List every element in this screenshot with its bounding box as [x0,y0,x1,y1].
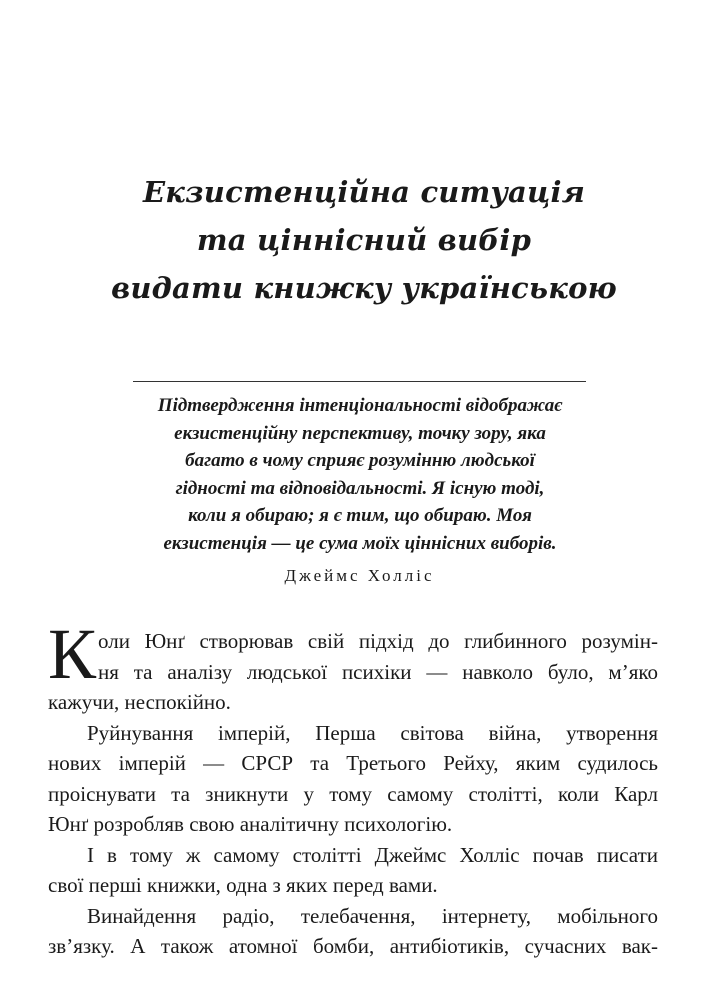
body-line: І в тому ж самому столітті Джеймс Холліс почав писати [87,842,658,867]
chapter-title [100,168,628,312]
chapter-title-line: Екзистенційна ситуація [142,175,586,209]
body-line: Юнґ розробляв свою аналітичну психологію. [48,812,453,836]
epigraph-line: гідності та відповідальності. Я існую тоді, [175,477,545,499]
body-line: нових імперій — СРСР та Третього Рейху, яким судилось [48,751,658,775]
chapter-title-line: видати книжку українською [111,271,617,305]
epigraph-line: коли я обираю; я є тим, що обираю. Моя [188,505,532,526]
epigraph-author: Джеймс Холліс [284,566,435,585]
body-line: кажучи, неспокійно. [48,690,231,714]
body-line: Винайдення радіо, телебачення, інтернету, мобільного [87,903,658,928]
body-line: свої перші книжки, одна з яких перед вами. [48,873,438,897]
body-line: зв’язку. А також атомної бомби, антибіотиків, сучасних вак- [48,934,658,958]
body-line: Руйнування імперій, Перша світова війна, утворення [87,720,658,745]
chapter-title-line: та ціннісний вибір [196,223,532,257]
epigraph-divider [133,381,586,382]
epigraph-line: багато в чому сприяє розумінню людської [185,450,535,471]
body-text [48,626,658,962]
epigraph-line: екзистенція — це сума моїх ціннісних виборів. [163,532,557,554]
drop-cap: К [48,614,97,694]
epigraph-line: Підтвердження інтенціональності відображає [157,395,563,416]
body-line: проіснувати та зникнути у тому самому столітті, коли Карл [48,781,658,806]
epigraph-quote [120,392,600,557]
body-line: оли Юнґ створював свій підхід до глибинного розумін- [98,629,658,653]
body-line: ня та аналізу людської психіки — навколо було, м’яко [98,659,658,684]
epigraph-line: екзистенційну перспективу, точку зору, яка [174,422,546,444]
